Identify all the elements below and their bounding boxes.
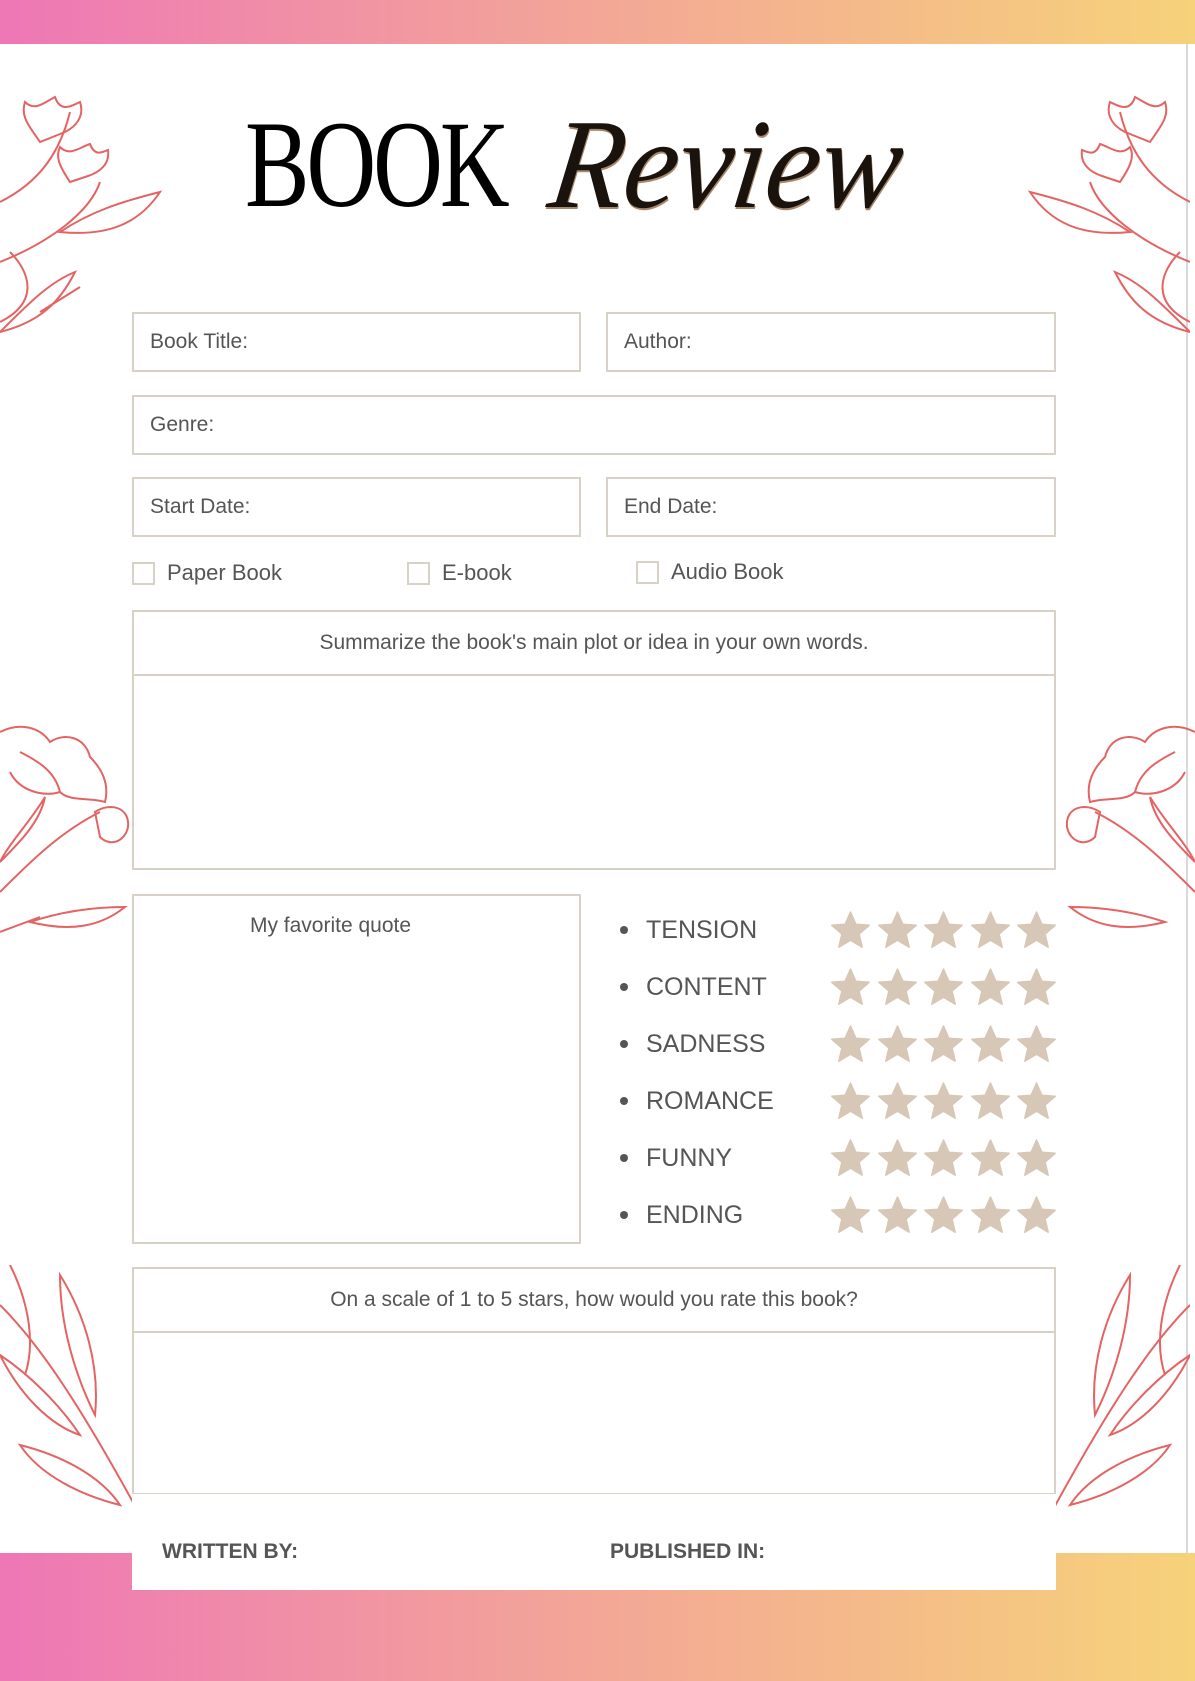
star-icon[interactable] <box>830 1195 871 1236</box>
format-option-paper-book[interactable] <box>132 560 282 586</box>
genre-field[interactable] <box>132 395 1056 455</box>
rating-row <box>620 1138 1060 1178</box>
star-rating[interactable] <box>830 1081 1063 1122</box>
rating-label: SADNESS <box>646 1029 766 1058</box>
format-option-label: Audio Book <box>671 559 784 584</box>
start-date-label: Start Date: <box>150 495 251 518</box>
star-icon[interactable] <box>877 1195 918 1236</box>
bullet-icon <box>620 1211 628 1219</box>
overall-rating-prompt: On a scale of 1 to 5 stars, how would you rate this book? <box>134 1269 1054 1333</box>
summary-panel <box>132 610 1056 870</box>
author-label: Author: <box>624 330 692 353</box>
checkbox-icon[interactable] <box>407 562 430 585</box>
top-gradient-band <box>0 0 1195 44</box>
written-by-label: WRITTEN BY: <box>162 1540 299 1563</box>
genre-label: Genre: <box>150 413 215 436</box>
bullet-icon <box>620 1154 628 1162</box>
star-rating[interactable] <box>830 1138 1063 1179</box>
format-option-label: Paper Book <box>167 560 282 585</box>
star-icon[interactable] <box>970 1195 1011 1236</box>
rating-label: FUNNY <box>646 1143 733 1172</box>
star-rating[interactable] <box>830 1195 1063 1236</box>
star-icon[interactable] <box>923 910 964 951</box>
published-in-label: PUBLISHED IN: <box>610 1540 766 1563</box>
star-icon[interactable] <box>970 910 1011 951</box>
star-icon[interactable] <box>970 1024 1011 1065</box>
star-icon[interactable] <box>923 1081 964 1122</box>
rating-label: ROMANCE <box>646 1086 774 1115</box>
rating-row <box>620 1024 1060 1064</box>
overall-rating-panel <box>132 1267 1056 1495</box>
rating-label: TENSION <box>646 915 758 944</box>
star-icon[interactable] <box>1016 1138 1057 1179</box>
favorite-quote-label: My favorite quote <box>249 914 412 937</box>
book-title-label: Book Title: <box>150 330 249 353</box>
bullet-icon <box>620 926 628 934</box>
star-icon[interactable] <box>1016 1024 1057 1065</box>
summary-prompt: Summarize the book's main plot or idea in your own words. <box>134 612 1054 676</box>
rating-label: ENDING <box>646 1200 744 1229</box>
star-icon[interactable] <box>923 1138 964 1179</box>
star-icon[interactable] <box>1016 1195 1057 1236</box>
star-icon[interactable] <box>877 967 918 1008</box>
summary-text-area[interactable] <box>134 676 1054 870</box>
checkbox-icon[interactable] <box>636 561 659 584</box>
star-icon[interactable] <box>1016 1081 1057 1122</box>
bullet-icon <box>620 1040 628 1048</box>
star-rating[interactable] <box>830 1024 1063 1065</box>
book-title-field[interactable] <box>132 312 581 372</box>
star-icon[interactable] <box>1016 967 1057 1008</box>
bullet-icon <box>620 983 628 991</box>
floral-mid-right-icon <box>1060 712 1195 942</box>
star-icon[interactable] <box>830 1081 871 1122</box>
star-icon[interactable] <box>923 1195 964 1236</box>
bullet-icon <box>620 1097 628 1105</box>
star-icon[interactable] <box>830 967 871 1008</box>
format-option-audio-book[interactable] <box>636 559 784 585</box>
star-icon[interactable] <box>830 1138 871 1179</box>
floral-mid-left-icon <box>0 712 135 942</box>
star-rating[interactable] <box>830 910 1063 951</box>
format-option-label: E-book <box>442 560 512 585</box>
format-option-ebook[interactable] <box>407 560 512 586</box>
rating-row <box>620 1081 1060 1121</box>
star-icon[interactable] <box>923 967 964 1008</box>
title-book: BOOK <box>245 96 507 233</box>
rating-row <box>620 967 1060 1007</box>
star-icon[interactable] <box>923 1024 964 1065</box>
star-icon[interactable] <box>970 1081 1011 1122</box>
star-icon[interactable] <box>830 910 871 951</box>
star-icon[interactable] <box>877 1024 918 1065</box>
favorite-quote-box[interactable] <box>132 894 581 1244</box>
checkbox-icon[interactable] <box>132 562 155 585</box>
star-icon[interactable] <box>830 1024 871 1065</box>
star-icon[interactable] <box>970 967 1011 1008</box>
rating-row <box>620 1195 1060 1235</box>
star-rating[interactable] <box>830 967 1063 1008</box>
star-icon[interactable] <box>877 910 918 951</box>
star-icon[interactable] <box>970 1138 1011 1179</box>
start-date-field[interactable] <box>132 477 581 537</box>
end-date-label: End Date: <box>624 495 718 518</box>
rating-row <box>620 910 1060 950</box>
star-icon[interactable] <box>1016 910 1057 951</box>
overall-rating-area[interactable] <box>134 1333 1054 1495</box>
rating-label: CONTENT <box>646 972 767 1001</box>
title-review: Review <box>541 93 913 235</box>
author-field[interactable] <box>606 312 1056 372</box>
star-icon[interactable] <box>877 1081 918 1122</box>
star-icon[interactable] <box>877 1138 918 1179</box>
end-date-field[interactable] <box>606 477 1056 537</box>
